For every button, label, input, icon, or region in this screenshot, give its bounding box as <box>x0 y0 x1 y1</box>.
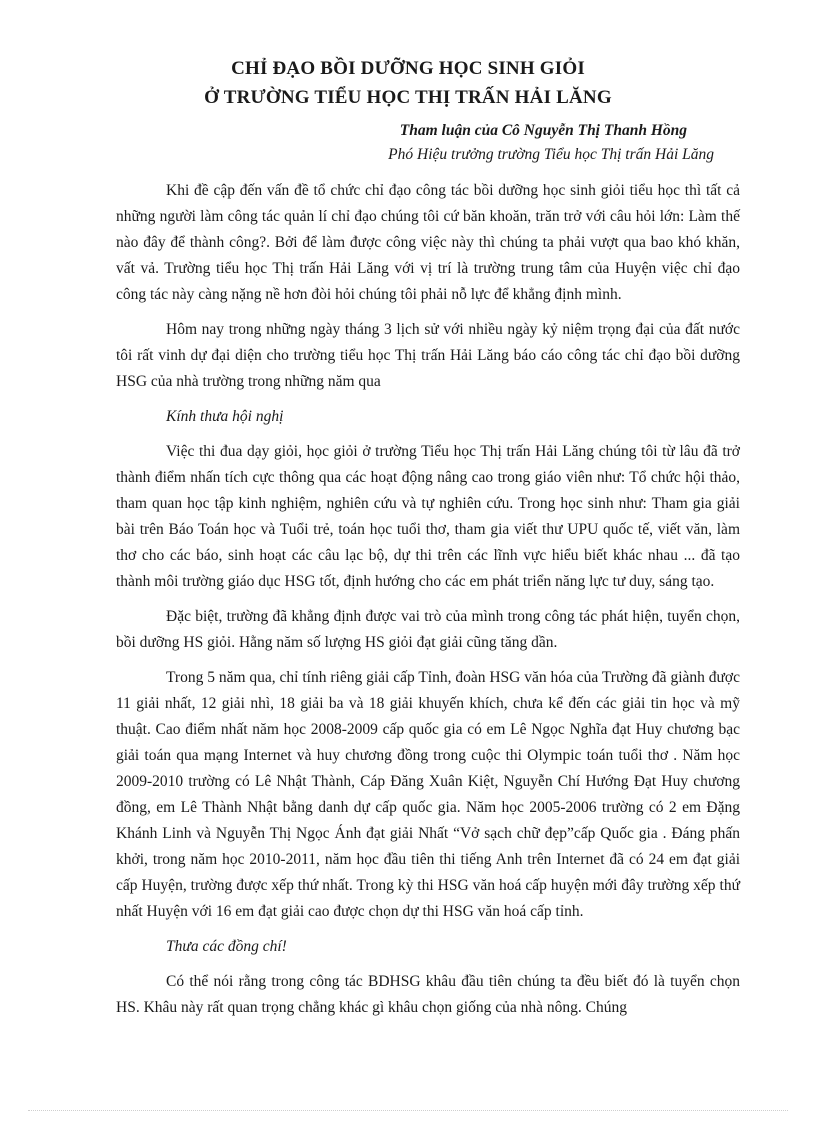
paragraph-achievements: Trong 5 năm qua, chỉ tính riêng giải cấp Tỉnh, đoàn HSG văn hóa của Trường đã giành được 11 giải nhất, 12 giải nhì, 18 giải ba và 18 giải khuyến khích, chưa kể đến các giải tin học và mỹ thuật. Cao điểm nhất năm học 2008-2009 cấp quốc gia có em Lê Ngọc Nghĩa đạt Huy chương bạc giải toán qua mạng Internet và huy chương đồng trong cuộc thi Olympic toán tuổi thơ . Năm học 2009-2010 trường có Lê Nhật Thành, Cáp Đăng Xuân Kiệt, Nguyễn Chí Hướng Đạt Huy chương đồng, em Lê Thành Nhật bằng danh dự cấp quốc gia. Năm học 2005-2006 trường có 2 em Đặng Khánh Linh và Nguyễn Thị Ngọc Ánh đạt giải Nhất “Vở sạch chữ đẹp”cấp Quốc gia . Đáng phấn khởi, trong năm học 2010-2011, năm học đầu tiên thi tiếng Anh trên Internet đã có 24 em đạt giải cấp Huyện, trường được xếp thứ nhất. Trong kỳ thi HSG văn hoá cấp huyện mới đây trường xếp thứ nhất Huyện với 16 em đạt giải cao được chọn dự thi HSG văn hoá cấp tỉnh. <box>116 669 740 920</box>
document-title-line-1: CHỈ ĐẠO BỒI DƯỠNG HỌC SINH GIỎI <box>231 58 585 79</box>
paragraph-selection: Có thể nói rằng trong công tác BDHSG khâu đầu tiên chúng ta đều biết đó là tuyển chọn HS. Khâu này rất quan trọng chẳng khác gì khâu chọn giống của nhà nông. Chúng <box>116 973 740 1016</box>
document-body <box>116 178 740 1030</box>
paragraph-introduction: Khi đề cập đến vấn đề tổ chức chỉ đạo công tác bồi dưỡng học sinh giỏi tiểu học thì tất cả những người làm công tác quản lí chỉ đạo chúng tôi cứ băn khoăn, trăn trở với câu hỏi lớn: Làm thế nào đây để thành công?. Bởi để làm được công việc này thì chúng ta phải vượt qua bao khó khăn, vất vả. Trường tiểu học Thị trấn Hải Lăng với vị trí là trường trung tâm của Huyện việc chỉ đạo công tác này càng nặng nề hơn đòi hỏi chúng tôi phải nỗ lực để khẳng định mình. <box>116 182 740 303</box>
paragraph-role: Đặc biệt, trường đã khẳng định được vai trò của mình trong công tác phát hiện, tuyển chọn, bồi dưỡng HS giỏi. Hằng năm số lượng HS giỏi đạt giải cũng tăng dần. <box>116 608 740 651</box>
paragraph-occasion: Hôm nay trong những ngày tháng 3 lịch sử với nhiều ngày kỷ niệm trọng đại của đất nước tôi rất vinh dự đại diện cho trường tiểu học Thị trấn Hải Lăng báo cáo công tác chỉ đạo bồi dưỡng HSG của nhà trường trong những năm qua <box>116 321 740 390</box>
author-role-line: Phó Hiệu trưởng trường Tiểu học Thị trấn Hải Lăng <box>388 146 714 163</box>
salutation-comrades: Thưa các đồng chí! <box>166 938 287 955</box>
salutation-conference: Kính thưa hội nghị <box>166 408 284 425</box>
author-line: Tham luận của Cô Nguyễn Thị Thanh Hồng <box>399 122 687 139</box>
page-bottom-rule <box>28 1110 788 1111</box>
paragraph-activities: Việc thi đua dạy giỏi, học giỏi ở trường Tiểu học Thị trấn Hải Lăng chúng tôi từ lâu đã trở thành điểm nhấn tích cực thông qua các hoạt động nâng cao trong giáo viên như: Tổ chức hội thảo, tham quan học tập kinh nghiệm, nghiên cứu và tự nghiên cứu. Trong học sinh như: Tham gia giải bài trên Báo Toán học và Tuổi trẻ, toán học tuổi thơ, tham gia viết thư UPU quốc tế, viết văn, làm thơ cho các báo, sinh hoạt các câu lạc bộ, dự thi trên các lĩnh vực hiểu biết khác nhau ... đã tạo thành môi trường giáo dục HSG tốt, định hướng cho các em phát triển năng lực tư duy, sáng tạo. <box>116 443 740 590</box>
document-title-line-2: Ở TRƯỜNG TIỂU HỌC THỊ TRẤN HẢI LĂNG <box>204 87 612 108</box>
